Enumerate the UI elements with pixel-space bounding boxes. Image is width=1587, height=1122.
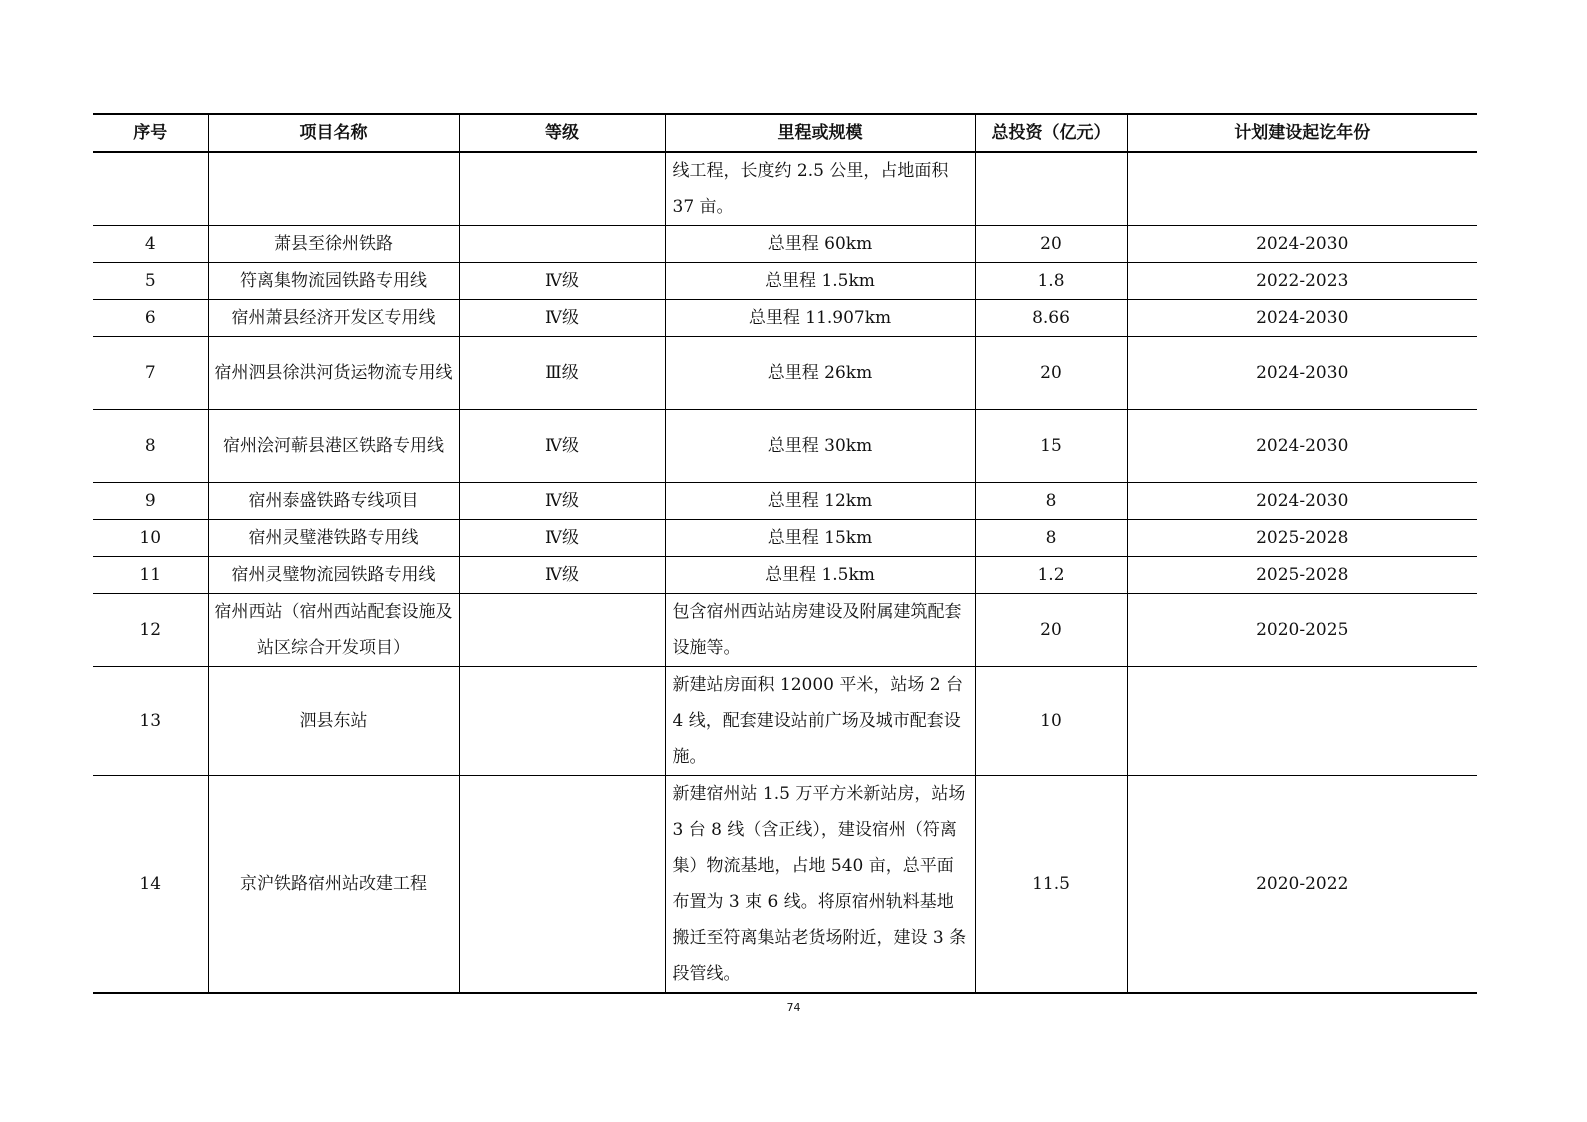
cell-investment: 1.2 bbox=[975, 557, 1127, 594]
table-row bbox=[93, 152, 1477, 226]
cell-no: 8 bbox=[93, 410, 208, 483]
cell-investment: 11.5 bbox=[975, 776, 1127, 994]
cell-years: 2020-2025 bbox=[1127, 594, 1477, 667]
cell-investment: 20 bbox=[975, 226, 1127, 263]
cell-grade: Ⅲ级 bbox=[459, 337, 665, 410]
cell-investment bbox=[975, 152, 1127, 226]
cell-investment: 8 bbox=[975, 520, 1127, 557]
cell-name: 宿州泰盛铁路专线项目 bbox=[208, 483, 459, 520]
cell-grade: Ⅳ级 bbox=[459, 483, 665, 520]
table-header-row bbox=[93, 114, 1477, 152]
cell-no: 9 bbox=[93, 483, 208, 520]
cell-no: 14 bbox=[93, 776, 208, 994]
cell-no: 13 bbox=[93, 667, 208, 776]
cell-years: 2024-2030 bbox=[1127, 483, 1477, 520]
cell-grade: Ⅳ级 bbox=[459, 520, 665, 557]
cell-grade: Ⅳ级 bbox=[459, 410, 665, 483]
cell-investment: 20 bbox=[975, 337, 1127, 410]
project-table bbox=[93, 113, 1477, 994]
cell-no: 7 bbox=[93, 337, 208, 410]
header-scale: 里程或规模 bbox=[665, 114, 975, 152]
cell-no: 11 bbox=[93, 557, 208, 594]
cell-name: 萧县至徐州铁路 bbox=[208, 226, 459, 263]
cell-scale: 线工程，长度约 2.5 公里，占地面积 37 亩。 bbox=[665, 152, 975, 226]
cell-investment: 1.8 bbox=[975, 263, 1127, 300]
cell-name: 宿州浍河蕲县港区铁路专用线 bbox=[208, 410, 459, 483]
cell-scale: 总里程 30km bbox=[665, 410, 975, 483]
cell-scale: 总里程 60km bbox=[665, 226, 975, 263]
table-row bbox=[93, 263, 1477, 300]
page-number: 74 bbox=[786, 1001, 801, 1014]
cell-investment: 20 bbox=[975, 594, 1127, 667]
header-grade: 等级 bbox=[459, 114, 665, 152]
table-row bbox=[93, 300, 1477, 337]
cell-grade: Ⅳ级 bbox=[459, 557, 665, 594]
cell-years bbox=[1127, 152, 1477, 226]
cell-years: 2025-2028 bbox=[1127, 557, 1477, 594]
cell-scale: 总里程 12km bbox=[665, 483, 975, 520]
table-row bbox=[93, 410, 1477, 483]
cell-grade: Ⅳ级 bbox=[459, 300, 665, 337]
cell-scale: 新建宿州站 1.5 万平方米新站房，站场 3 台 8 线（含正线），建设宿州（符离集）物流基地，占地 540 亩，总平面布置为 3 束 6 线。将原宿州轨料基地搬迁至符离集站老货场附近，建设 3 条段管线。 bbox=[665, 776, 975, 994]
cell-name: 宿州灵璧港铁路专用线 bbox=[208, 520, 459, 557]
cell-scale: 总里程 11.907km bbox=[665, 300, 975, 337]
cell-grade bbox=[459, 226, 665, 263]
header-investment: 总投资（亿元） bbox=[975, 114, 1127, 152]
cell-no: 12 bbox=[93, 594, 208, 667]
table-row bbox=[93, 520, 1477, 557]
table-row bbox=[93, 483, 1477, 520]
cell-scale: 总里程 1.5km bbox=[665, 263, 975, 300]
cell-years bbox=[1127, 667, 1477, 776]
table-row bbox=[93, 226, 1477, 263]
cell-name: 宿州灵璧物流园铁路专用线 bbox=[208, 557, 459, 594]
header-no: 序号 bbox=[93, 114, 208, 152]
table-row bbox=[93, 667, 1477, 776]
cell-no: 4 bbox=[93, 226, 208, 263]
cell-name: 符离集物流园铁路专用线 bbox=[208, 263, 459, 300]
cell-investment: 8 bbox=[975, 483, 1127, 520]
cell-name: 京沪铁路宿州站改建工程 bbox=[208, 776, 459, 994]
cell-grade bbox=[459, 152, 665, 226]
table-row bbox=[93, 557, 1477, 594]
cell-grade bbox=[459, 594, 665, 667]
cell-no: 6 bbox=[93, 300, 208, 337]
cell-grade bbox=[459, 667, 665, 776]
cell-no bbox=[93, 152, 208, 226]
cell-investment: 15 bbox=[975, 410, 1127, 483]
cell-scale: 新建站房面积 12000 平米，站场 2 台 4 线，配套建设站前广场及城市配套设施。 bbox=[665, 667, 975, 776]
cell-years: 2024-2030 bbox=[1127, 300, 1477, 337]
cell-name: 宿州泗县徐洪河货运物流专用线 bbox=[208, 337, 459, 410]
table-row bbox=[93, 594, 1477, 667]
cell-name bbox=[208, 152, 459, 226]
cell-scale: 总里程 26km bbox=[665, 337, 975, 410]
header-name: 项目名称 bbox=[208, 114, 459, 152]
cell-years: 2025-2028 bbox=[1127, 520, 1477, 557]
cell-no: 10 bbox=[93, 520, 208, 557]
cell-years: 2022-2023 bbox=[1127, 263, 1477, 300]
cell-name: 宿州萧县经济开发区专用线 bbox=[208, 300, 459, 337]
cell-name: 泗县东站 bbox=[208, 667, 459, 776]
cell-years: 2024-2030 bbox=[1127, 226, 1477, 263]
cell-grade bbox=[459, 776, 665, 994]
header-years: 计划建设起讫年份 bbox=[1127, 114, 1477, 152]
cell-no: 5 bbox=[93, 263, 208, 300]
table-row bbox=[93, 337, 1477, 410]
cell-scale: 包含宿州西站站房建设及附属建筑配套设施等。 bbox=[665, 594, 975, 667]
cell-years: 2024-2030 bbox=[1127, 337, 1477, 410]
cell-scale: 总里程 15km bbox=[665, 520, 975, 557]
cell-years: 2024-2030 bbox=[1127, 410, 1477, 483]
cell-years: 2020-2022 bbox=[1127, 776, 1477, 994]
table-row bbox=[93, 776, 1477, 994]
cell-investment: 10 bbox=[975, 667, 1127, 776]
cell-investment: 8.66 bbox=[975, 300, 1127, 337]
cell-name: 宿州西站（宿州西站配套设施及站区综合开发项目） bbox=[208, 594, 459, 667]
cell-grade: Ⅳ级 bbox=[459, 263, 665, 300]
cell-scale: 总里程 1.5km bbox=[665, 557, 975, 594]
